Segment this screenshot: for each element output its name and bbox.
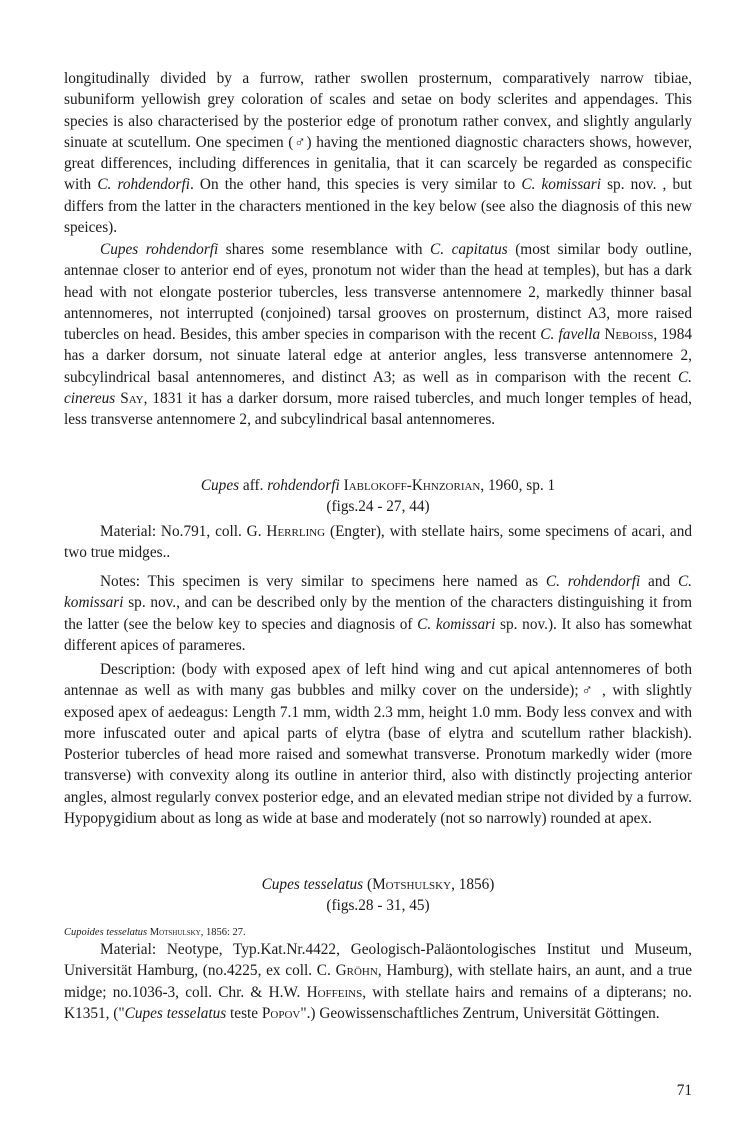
material-label: Material: [100, 523, 157, 540]
paragraph-rohdendorfi-comparison [64, 239, 692, 431]
species-heading-tesselatus: Cupes tesselatus (Motshulsky, 1856) (figs.28 - 31, 45) [64, 874, 692, 917]
material-section-1: Material: No.791, coll. G. Herrling (Engter), with stellate hairs, some specimens of acari, and two true midges.. [64, 523, 692, 562]
paragraph-2: Cupes rohdendorfi shares some resemblance with C. capitatus (most similar body outline, antennae closer to anterior end of eyes, pronotum not wider than the head at temples), but has a dark head with not elongate posterior tubercles, less transverse antennomere 2, markedly thinner basal antennomeres, not interrupted (conjoined) tarsal grooves on prosternum, distinct A3, more raised tubercles on head. Besides, this amber species in comparison with the recent C. favella Neboiss, 1984 has a darker dorsum, not sinuate lateral edge at anterior angles, less transverse antennomere 2, subcylindrical basal antennomeres, and distinct A3; as well as in comparison with the recent C. cinereus Say, 1831 it has a darker dorsum, more raised tubercles, and much longer temples of head, less transverse antennomere 2, and subcylindrical basal antennomeres. [64, 241, 693, 429]
notes-section-1: Notes: This specimen is very similar to specimens here named as C. rohdendorfi and C. komissari sp. nov., and can be described only by the mention of the characters distinguishing it from the latter (see the below key to species and diagnosis of C. komissari sp. nov.). It also has somewhat different apices of parameres. [64, 573, 693, 654]
notes-label: Notes: [100, 573, 140, 590]
paragraph-continued [64, 68, 692, 238]
description-section-1: Description: (body with exposed apex of left hind wing and cut apical antennomeres of both antennae as well as with many gas bubbles and milky cover on the underside);♂ , with slightly exposed apex of aedeagus: Length 7.1 mm, width 2.3 mm, height 1.0 mm. Body less convex and with more infuscated outer and apical parts of elytra (base of elytra and scutellum rather blackish). Posterior tubercles of head more raised and somewhat transverse. Pronotum markedly wider (more transverse) with convexity along its outline in anterior third, also with distinctly projecting anterior angles, almost regularly convex posterior edge, and an elevated median stripe not divided by a furrow. Hypopygidium about as long as wide at base and moderately (not so narrowly) rounded at apex. [64, 661, 692, 828]
figure-reference: (figs.24 - 27, 44) [326, 498, 430, 516]
page-number: 71 [676, 1082, 692, 1099]
paragraph-1: longitudinally divided by a furrow, rather swollen prosternum, comparatively narrow tibiae, subuniform yellowish grey coloration of scales and setae on body sclerites and appendages. This species is also characterised by the posterior edge of pronotum rather convex, and slightly angularly sinuate at scutellum. One specimen (♂) having the mentioned diagnostic characters shows, however, great differences, including differences in genitalia, that it can scarcely be regarded as conspecific with C. rohdendorfi. On the other hand, this species is very similar to C. komissari sp. nov. , but differs from the latter in the characters mentioned in the key below (see also the diagnosis of this new speices). [64, 70, 692, 237]
material-label: Material: [100, 941, 157, 958]
species-heading-aff-rohdendorfi: Cupes aff. rohdendorfi Iablokoff-Khnzorian, 1960, sp. 1 (figs.24 - 27, 44) [64, 475, 692, 518]
figure-reference: (figs.28 - 31, 45) [326, 897, 430, 915]
synonym-line: Cupoides tesselatus Motshulsky, 1856: 27. [64, 927, 246, 938]
description-label: Description: [100, 661, 176, 678]
material-section-2: Material: Neotype, Typ.Kat.Nr.4422, Geologisch-Paläontologisches Institut und Museum, Universität Hamburg, (no.4225, ex coll. C. Gröhn, Hamburg), with stellate hairs, an aunt, and a true midge; no.1036-3, coll. Chr. & H.W. Hoffeins, with stellate hairs and remains of a dipterans; no. K1351, ("Cupes tesselatus teste Popov".) Geowissenschaftliches Zentrum, Universität Göttingen. [64, 941, 692, 1022]
